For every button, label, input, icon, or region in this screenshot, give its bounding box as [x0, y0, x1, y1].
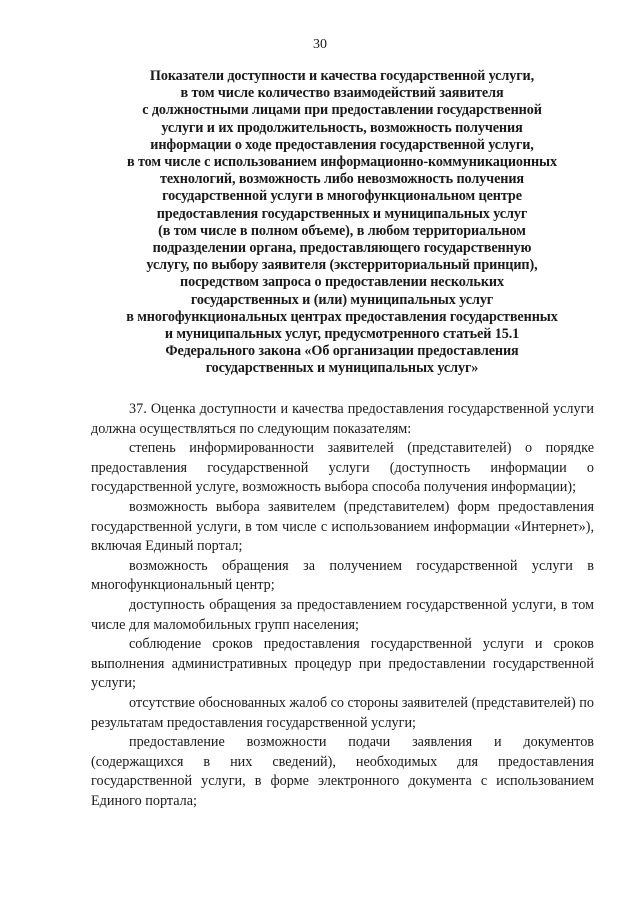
heading-line: Показатели доступности и качества государственной услуги,	[149, 68, 535, 84]
heading-line: технологий, возможность либо невозможность получения	[160, 171, 524, 188]
paragraph-indicator: возможность выбора заявителем (представителем) форм предоставления государственной услуги, в том числе с использованием информации «Интернет»), включая Единый портал;	[91, 498, 594, 555]
heading-line: в том числе количество взаимодействий заявителя	[180, 85, 504, 102]
heading-line: государственной услуги в многофункциональном центре	[162, 188, 522, 205]
heading-line: государственных и муниципальных услуг»	[205, 360, 479, 377]
section-heading	[92, 68, 592, 378]
paragraph-indicator: доступность обращения за предоставлением государственной услуги, в том числе для маломобильных групп населения;	[91, 596, 594, 633]
paragraph-indicator: соблюдение сроков предоставления государственной услуги и сроков выполнения административных процедур при предоставлении государственной услуги;	[91, 636, 594, 692]
heading-line: (в том числе в полном объеме), в любом территориальном	[158, 222, 526, 239]
page-number: 30	[313, 37, 327, 52]
body-text	[91, 400, 594, 811]
heading-line: услуги и их продолжительность, возможность получения	[161, 119, 523, 136]
paragraph-indicator: предоставление возможности подачи заявления и документов (содержащихся в них сведений), необходимых для предоставления государственной услуги, в форме электронного документа с использованием Единого портала;	[91, 734, 594, 809]
heading-line: государственных и (или) муниципальных услуг	[190, 291, 494, 308]
paragraph-indicator: степень информированности заявителей (представителей) о порядке предоставления государственной услуги (доступность информации о государственной услуге, возможность выбора способа получения информации);	[91, 440, 594, 496]
heading-line: информации о ходе предоставления государственной услуги,	[150, 136, 534, 153]
heading-line: с должностными лицами при предоставлении государственной	[142, 102, 542, 119]
paragraph-item-37: 37. Оценка доступности и качества предоставления государственной услуги должна осуществляться по следующим показателям:	[91, 401, 594, 437]
heading-line: в многофункциональных центрах предоставления государственных	[126, 308, 558, 325]
heading-line: услугу, по выбору заявителя (экстерриториальный принцип),	[146, 257, 538, 274]
heading-line: посредством запроса о предоставлении нескольких	[180, 274, 504, 291]
heading-line: предоставления государственных и муниципальных услуг	[156, 205, 528, 222]
heading-line: и муниципальных услуг, предусмотренного статьей 15.1	[164, 326, 520, 343]
heading-line: подразделении органа, предоставляющего государственную	[152, 240, 532, 257]
paragraph-indicator: отсутствие обоснованных жалоб со стороны заявителей (представителей) по результатам предоставления государственной услуги;	[91, 694, 594, 731]
paragraph-indicator: возможность обращения за получением государственной услуги в многофункциональный центр;	[91, 557, 594, 594]
heading-line: в том числе с использованием информационно-коммуникационных	[126, 154, 558, 171]
heading-line: Федерального закона «Об организации предоставления	[165, 343, 519, 360]
